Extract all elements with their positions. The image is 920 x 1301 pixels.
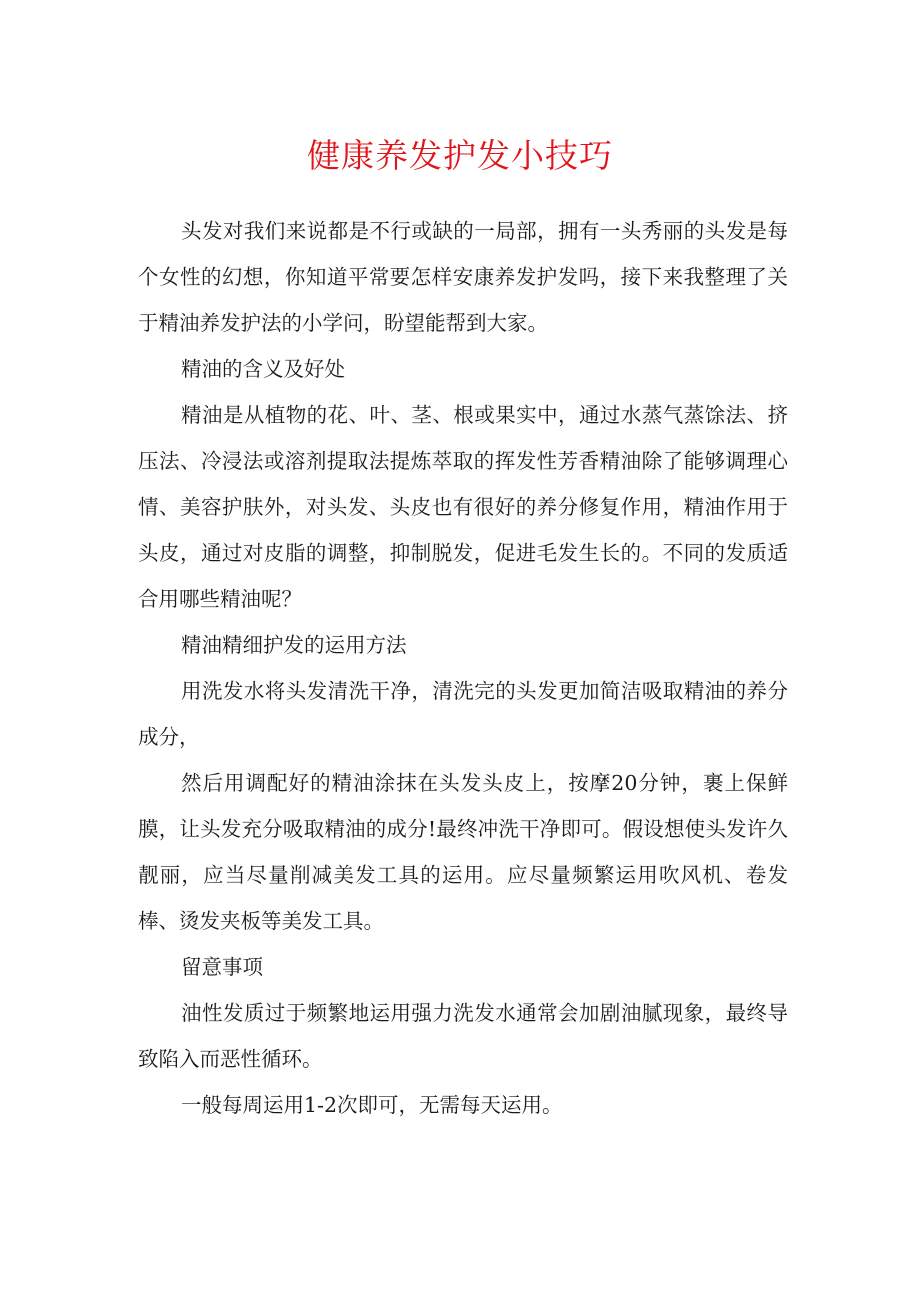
section-heading-notes: 留意事项 (181, 955, 263, 979)
document-title: 健康养发护发小技巧 (307, 136, 613, 175)
essential-oil-paragraph: 精油是从植物的花、叶、茎、根或果实中，通过水蒸气蒸馀法、挤压法、冷浸法或溶剂提取法提炼萃取的挥发性芳香精油除了能够调理心情、美容护肤外，对头发、头皮也有很好的养分修复作用，精油作用于头皮，通过对皮脂的调整，抑制脱发，促进毛发生长的。不同的发质适合用哪些精油呢？ (138, 403, 788, 611)
section-heading-meaning: 精油的含义及好处 (181, 357, 345, 381)
notes-paragraph-2: 一般每周运用1-2次即可，无需每天运用。 (181, 1093, 563, 1117)
document-body (138, 208, 788, 1128)
method-paragraph-2: 然后用调配好的精油涂抹在头发头皮上，按摩20分钟，裹上保鲜膜，让头发充分吸取精油的成分!最终冲洗干净即可。假设想使头发许久靓丽，应当尽量削减美发工具的运用。应尽量频繁运用吹风机、卷发棒、烫发夹板等美发工具。 (138, 771, 788, 933)
method-paragraph-1: 用洗发水将头发清洗干净，清洗完的头发更加简洁吸取精油的养分成分， (138, 679, 788, 749)
intro-paragraph: 头发对我们来说都是不行或缺的一局部，拥有一头秀丽的头发是每个女性的幻想，你知道平常要怎样安康养发护发吗，接下来我整理了关于精油养发护法的小学问，盼望能帮到大家。 (138, 219, 788, 335)
section-heading-method: 精油精细护发的运用方法 (181, 633, 407, 657)
notes-paragraph-1: 油性发质过于频繁地运用强力洗发水通常会加剧油腻现象，最终导致陷入而恶性循环。 (138, 1001, 788, 1071)
